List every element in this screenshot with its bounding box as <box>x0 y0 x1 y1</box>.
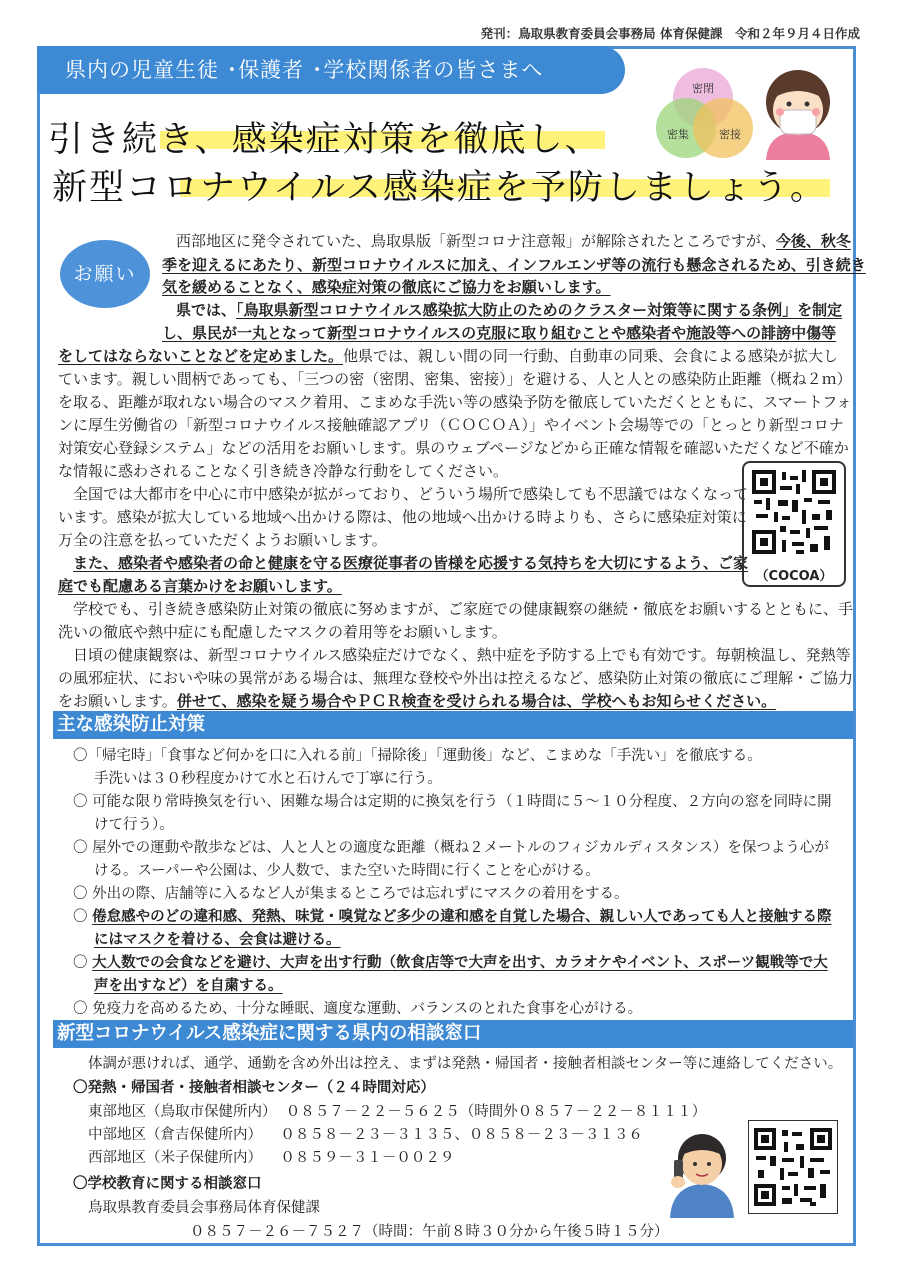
para3-line2: います。感染が拡大している地域へ出かける際は、他の地域へ出かける時よりも、さらに感染症対策に <box>58 508 747 526</box>
audience-banner-text: 県内の児童生徒 ･保護者 ･学校関係者の皆さまへ <box>65 58 544 82</box>
para4-line2: 洗いの徹底や熱中症にも配慮したマスクの着用等をお願いします。 <box>58 623 507 641</box>
para2-line3-b: 他県では、親しい間の同一行動、自動車の同乗、会食による感染が拡大し <box>343 347 839 365</box>
cocoa-qr-code[interactable] <box>752 470 836 554</box>
measure-5-text: 倦怠感やのどの違和感、発熱、味覚・嗅覚など多少の違和感を自覚した場合、親しい人であっても人と接触する際 <box>92 909 832 925</box>
phone-caller-icon <box>664 1124 740 1218</box>
measure-6-mark: 〇 <box>73 955 88 971</box>
venn-label-closed: 密閉 <box>692 82 714 95</box>
para4-line1: 学校でも、引き続き感染防止対策の徹底に努めますが、ご家庭での健康観察の継続・徹底をお願いするとともに、手 <box>73 600 854 618</box>
para4-line5 <box>58 690 776 711</box>
para2-line1-a: 県では、 <box>176 301 237 319</box>
measure-3-line2: ける。スーパーや公園は、少人数で、また空いた時間に行くことを心がける。 <box>94 863 600 879</box>
measure-1-line2: 手洗いは３０秒程度かけて水と石けんで丁寧に行う。 <box>94 771 442 787</box>
audience-banner <box>37 46 625 94</box>
para2-line5: を取る、距離が取れない場合のマスク着用、こまめな手洗い等の感染予防を徹底していただくとともに、スマートフォ <box>58 393 852 411</box>
para2-line6: ンに厚生労働省の「新型コロナウイルス接触確認アプリ（ＣＯＣＯＡ）」やイベント会場等での「とっとり新型コロナ <box>58 416 844 434</box>
masked-girl-icon <box>766 70 830 160</box>
para4-line4: の風邪症状、においや味の異常がある場合は、無理な登校や外出は控えるなど、感染防止対策の徹底にご理解・ご協力 <box>58 669 854 687</box>
para2-line3-a: をしてはならないことなどを定めました。 <box>58 347 344 365</box>
para1-line1-b: 今後、秋冬 <box>775 232 851 250</box>
para1-line2: 季を迎えるにあたり、新型コロナウイルスに加え、インフルエンザ等の流行も懸念されるため、引き続き <box>162 256 866 274</box>
consult-intro: 体調が悪ければ、通学、通勤を含め外出は控え、まずは発熱・帰国者・接触者相談センター等に連絡してください。 <box>88 1056 843 1072</box>
measure-4: 〇 外出の際、店舗等に入るなど人が集まるところでは忘れずにマスクの着用をする。 <box>73 886 629 902</box>
venn-label-close-contact: 密接 <box>719 128 741 141</box>
para1-line1-a: 西部地区に発令されていた、鳥取県版「新型コロナ注意報」が解除されたところですが、 <box>176 232 776 250</box>
headline-line-1: 引き続き、感染症対策を徹底し、 <box>48 120 602 160</box>
measure-2-line2: けて行う）。 <box>94 817 174 833</box>
measures-heading: 主な感染防止対策 <box>53 711 853 739</box>
request-badge: お願い <box>60 240 150 308</box>
para2-line1-b: 「鳥取県新型コロナウイルス感染拡大防止のためのクラスター対策等に関する条例」を制定 <box>236 301 843 319</box>
school-consult-title: 〇学校教育に関する相談窓口 <box>73 1176 262 1192</box>
cocoa-caption: （COCOA） <box>755 569 833 584</box>
para4-line5-a: をお願いします。 <box>58 692 177 710</box>
venn-label-crowded: 密集 <box>667 128 689 141</box>
consult-qr-code[interactable] <box>748 1120 838 1214</box>
consult-heading: 新型コロナウイルス感染症に関する県内の相談窓口 <box>53 1020 853 1048</box>
para1-line1 <box>176 230 851 251</box>
measure-7: 〇 免疫力を高めるため、十分な睡眠、適度な運動、バランスのとれた食事を心がける。 <box>73 1001 643 1017</box>
school-consult-org: 鳥取県教育委員会事務局体育保健課 <box>88 1200 320 1216</box>
para2-line1 <box>176 299 842 320</box>
middle-district-contact[interactable]: 中部地区（倉吉保健所内） ０８５８－２３－３１３５、０８５８－２３－３１３６ <box>88 1127 643 1143</box>
para2-line2: し、県民が一丸となって新型コロナウイルスの克服に取り組むことや感染者や施設等への誹謗中傷等 <box>162 324 837 342</box>
east-district-contact[interactable]: 東部地区（鳥取市保健所内） ０８５７－２２－５６２５（時間外０８５７－２２－８１１１） <box>88 1104 707 1120</box>
para2-line7: 対策安心登録システム」などの活用をお願いします。県のウェブページなどから正確な情報を確認いただくなど不確か <box>58 439 849 457</box>
para3-line5: 庭でも配慮ある言葉かけをお願いします。 <box>58 577 342 595</box>
measure-5-mark: 〇 <box>73 909 88 925</box>
para2-line3 <box>58 345 838 366</box>
measure-5-line2: にはマスクを着ける、会食は避ける。 <box>94 932 341 948</box>
measure-6-text: 大人数での会食などを避け、大声を出す行動（飲食店等で大声を出す、カラオケやイベント、スポーツ観戦等で大 <box>92 955 828 971</box>
school-consult-phone[interactable]: ０８５７－２６－７５２７（時間：午前８時３０分から午後５時１５分） <box>190 1224 669 1240</box>
headline-line-2: 新型コロナウイルス感染症を予防しましょう。 <box>52 168 827 208</box>
para2-line4: ています。親しい間柄であっても、「三つの密（密閉、密集、密接）」を避ける、人と人との感染防止距離（概ね２ｍ） <box>58 370 852 388</box>
three-c-illustration <box>648 60 848 170</box>
measure-1-line1: 〇「帰宅時」「食事など何かを口に入れる前」「掃除後」「運動後」など、こまめな「手洗い」を徹底する。 <box>73 748 762 764</box>
measure-5-line1 <box>73 905 831 926</box>
measure-3-line1: 〇 屋外での運動や散歩などは、人と人との適度な距離（概ね２メートルのフィジカルディスタンス）を保つよう心が <box>73 840 829 856</box>
para4-line5-b: 併せて、感染を疑う場合やＰＣＲ検査を受けられる場合は、学校へもお知らせください。 <box>176 692 777 710</box>
measure-2-line1: 〇 可能な限り常時換気を行い、困難な場合は定期的に換気を行う（１時間に５～１０分程度、２方向の窓を同時に開 <box>73 794 832 810</box>
measure-6-line1 <box>73 951 828 972</box>
para3-line1: 全国では大都市を中心に市中感染が拡がっており、どういう場所で感染しても不思議ではなくなって <box>73 485 749 503</box>
para4-line3: 日頃の健康観察は、新型コロナウイルス感染症だけでなく、熱中症を予防する上でも有効です。毎朝検温し、発熱等 <box>73 646 851 664</box>
para1-line3: 気を緩めることなく、感染症対策の徹底にご協力をお願いします。 <box>162 278 611 296</box>
fever-center-title: 〇発熱・帰国者・接触者相談センター（２４時間対応） <box>73 1080 435 1096</box>
issuer-line: 発刊：鳥取県教育委員会事務局 体育保健課 令和２年９月４日作成 <box>480 26 860 41</box>
para2-line8: な情報に惑わされることなく引き続き冷静な行動をしてください。 <box>58 462 509 480</box>
para3-line3: 万全の注意を払っていただくようお願いします。 <box>58 531 387 549</box>
west-district-contact[interactable]: 西部地区（米子保健所内） ０８５９－３１－００２９ <box>88 1150 455 1166</box>
para3-line4: また、感染者や感染者の命と健康を守る医療従事者の皆様を応援する気持ちを大切にするよう、ご家 <box>73 554 749 572</box>
measure-6-line2: 声を出すなど）を自粛する。 <box>94 978 283 994</box>
